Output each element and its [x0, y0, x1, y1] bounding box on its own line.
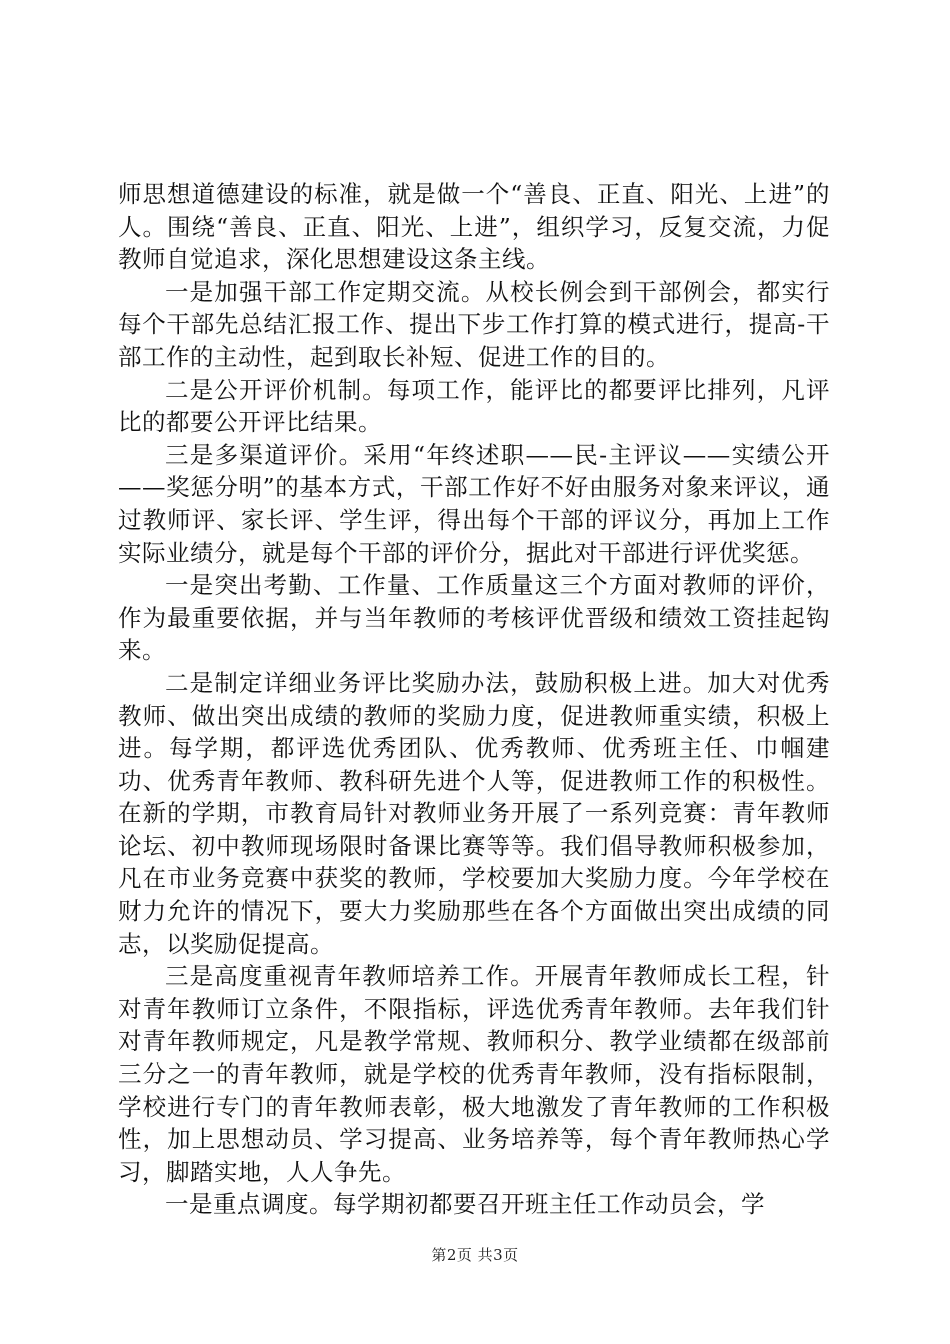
paragraph: 三是多渠道评价。采用“年终述职——民-主评议——实绩公开——奖惩分明”的基本方式，干部工作好不好由服务对象来评议，通过教师评、家长评、学生评，得出每个干部的评议分，再加上工作实际业绩分，就是每个干部的评价分，据此对干部进行评优奖惩。: [118, 440, 830, 567]
paragraph: 二是公开评价机制。每项工作，能评比的都要评比排列，凡评比的都要公开评比结果。: [118, 375, 830, 437]
paragraph: 一是加强干部工作定期交流。从校长例会到干部例会，都实行每个干部先总结汇报工作、提出下步工作打算的模式进行，提高-干部工作的主动性，起到取长补短、促进工作的目的。: [118, 277, 830, 371]
document-body: [118, 178, 830, 1221]
page-footer: 第2页 共3页: [431, 1246, 519, 1264]
paragraph: 三是高度重视青年教师培养工作。开展青年教师成长工程，针对青年教师订立条件，不限指标，评选优秀青年教师。去年我们针对青年教师规定，凡是教学常规、教师积分、教学业绩都在级部前三分之一的青年教师，就是学校的优秀青年教师，没有指标限制，学校进行专门的青年教师表彰，极大地激发了青年教师的工作积极性，加上思想动员、学习提高、业务培养等，每个青年教师热心学习，脚踏实地，人人争先。: [118, 962, 830, 1186]
paragraph: 一是重点调度。每学期初都要召开班主任工作动员会，学: [165, 1190, 765, 1219]
paragraph-continuation: 师思想道德建设的标准，就是做一个“善良、正直、阳光、上进”的人。围绕“善良、正直、阳光、上进”，组织学习，反复交流，力促教师自觉追求，深化思想建设这条主线。: [118, 180, 830, 274]
paragraph: 一是突出考勤、工作量、工作质量这三个方面对教师的评价，作为最重要依据，并与当年教师的考核评优晋级和绩效工资挂起钩来。: [118, 571, 830, 665]
paragraph: 二是制定详细业务评比奖励办法，鼓励积极上进。加大对优秀教师、做出突出成绩的教师的奖励力度，促进教师重实绩，积极上进。每学期，都评选优秀团队、优秀教师、优秀班主任、巾帼建功、优秀青年教师、教科研先进个人等，促进教师工作的积极性。在新的学期，市教育局针对教师业务开展了一系列竞赛：青年教师论坛、初中教师现场限时备课比赛等等。我们倡导教师积极参加，凡在市业务竞赛中获奖的教师，学校要加大奖励力度。今年学校在财力允许的情况下，要大力奖励那些在各个方面做出突出成绩的同志，以奖励促提高。: [118, 668, 830, 958]
